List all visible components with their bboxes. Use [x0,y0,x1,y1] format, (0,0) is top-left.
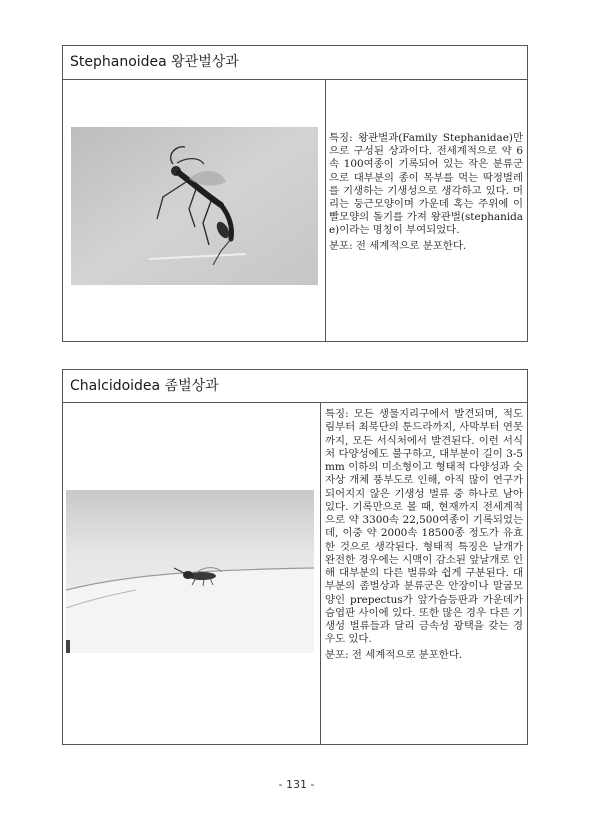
stephanoidea-table [62,45,528,342]
description-cell [325,408,523,664]
distribution-text: 분포: 전 세계적으로 분포한다. [329,239,467,252]
stephanid-wasp-image [71,127,318,285]
characteristics-text: 특징: 모든 생물지리구에서 발견되며, 적도림부터 최북단의 툰드라까지, 사막부터 연못까지, 모든 서식처에서 발견된다. 이런 서식처 다양성에도 불구하고, 대부분이 길이 3-5mm 이하의 미소형이고 형태적 다양성과 숫자상 개체 풍부도로 인해, 아직 많이 연구가 되어지지 않은 기생성 벌류 중 하나로 남아있다. 기록만으로 볼 때, 현재까지 전세계적으로 약 3300속 22,500여종이 기록되었는데, 이중 약 2000속 18500종 정도가 유효한 것으로 생각된다. 형태적 특징은 날개가 완전한 경우에는 시맥이 감소된 앞날개로 인해 대부분의 다른 벌류와 쉽게 구분된다. 대부분의 좀벌상과 분류군은 안장이나 말굽모양인 prepectus가 앞가슴등판과 가운데가슴엽판 사이에 있다. 또한 많은 경우 다른 기생성 벌류들과 달리 금속성 광택을 갖는 경우도 있다. [325,408,523,646]
chalcidoidea-table [62,369,528,745]
section-title: Chalcidoidea 좀벌상과 [63,370,527,403]
distribution-text: 분포: 전 세계적으로 분포한다. [325,648,463,661]
page-number: - 131 - [278,778,315,791]
chalcid-wasp-image [66,490,314,653]
section-title: Stephanoidea 왕관벌상과 [63,46,527,80]
column-divider [320,403,321,744]
description-cell [329,132,523,255]
characteristics-text: 특징: 왕관벌과(Family Stephanidae)만으로 구성된 상과이다. 전세계적으로 약 6속 100여종이 기록되어 있는 작은 분류군으로 대부분의 종이 목부를 먹는 딱정벌레를 기생하는 기생성으로 생각하고 있다. 머리는 둥근모양이며 가운데 혹는 주위에 이빨모양의 돌기를 가져 왕관벌(stephanidae)이라는 명칭이 부여되었다. [329,132,523,237]
wasp-photo [66,490,314,653]
wasp-photo [71,127,318,285]
column-divider [325,80,326,341]
